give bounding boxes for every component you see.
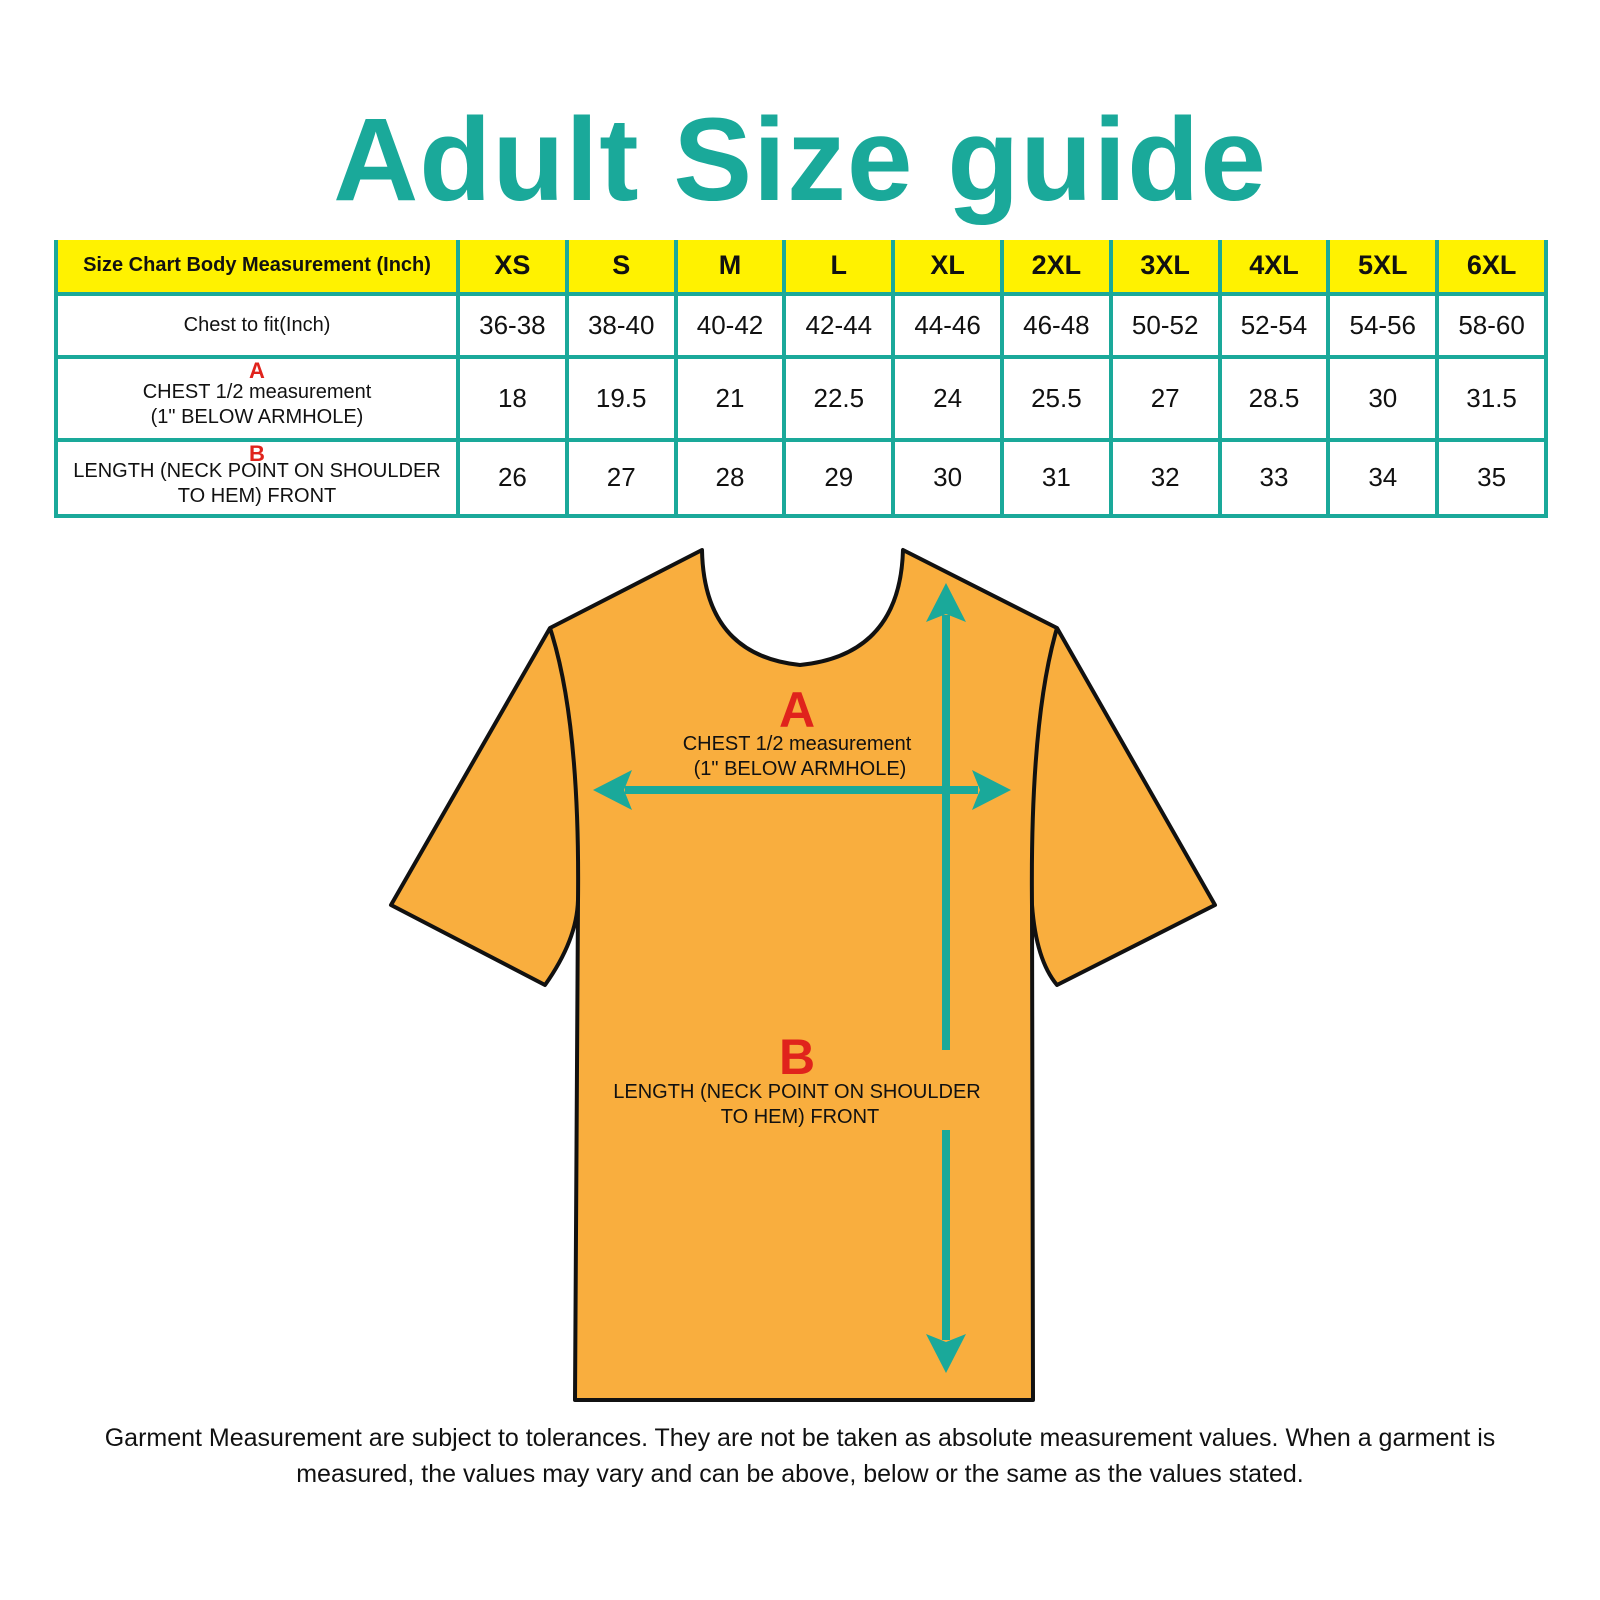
size-header: XS (458, 240, 567, 294)
table-row (56, 357, 1546, 439)
marker-a: A (249, 358, 265, 384)
table-cell: 46-48 (1002, 294, 1111, 358)
table-cell: 22.5 (784, 357, 893, 439)
size-header: M (676, 240, 785, 294)
table-cell: 19.5 (567, 357, 676, 439)
diagram-marker-a: A (778, 682, 816, 738)
table-cell: 31 (1002, 440, 1111, 516)
disclaimer-line: Garment Measurement are subject to tolerances. They are not be taken as absolute measurement values. When a garment is (104, 1424, 1496, 1452)
diagram-label-a-line1: CHEST 1/2 measurement (682, 733, 912, 755)
table-cell: 33 (1220, 440, 1329, 516)
table-cell: 27 (1111, 357, 1220, 439)
table-cell: 52-54 (1220, 294, 1329, 358)
size-header: L (784, 240, 893, 294)
table-cell: 28 (676, 440, 785, 516)
size-chart-table (54, 240, 1548, 518)
row-label-line: Chest to fit(Inch) (183, 313, 331, 336)
table-row (56, 440, 1546, 516)
disclaimer-line: measured, the values may vary and can be above, below or the same as the values stated. (296, 1460, 1304, 1488)
page-title: Adult Size guide (333, 94, 1267, 226)
tshirt-icon (391, 550, 1215, 1400)
diagram-marker-b: B (778, 1029, 816, 1085)
table-header-label: Size Chart Body Measurement (Inch) (56, 240, 458, 294)
table-cell: 38-40 (567, 294, 676, 358)
marker-b: B (249, 440, 265, 466)
row-label (56, 294, 458, 358)
size-header: S (567, 240, 676, 294)
size-header: 6XL (1437, 240, 1546, 294)
table-cell: 26 (458, 440, 567, 516)
table-cell: 58-60 (1437, 294, 1546, 358)
row-label (56, 440, 458, 516)
disclaimer (40, 1420, 1560, 1492)
table-cell: 21 (676, 357, 785, 439)
table-cell: 30 (1328, 357, 1437, 439)
row-label-line: (1" BELOW ARMHOLE) (150, 405, 364, 428)
table-row (56, 294, 1546, 358)
table-cell: 28.5 (1220, 357, 1329, 439)
diagram-label-b-line1: LENGTH (NECK POINT ON SHOULDER (613, 1081, 981, 1103)
table-cell: 54-56 (1328, 294, 1437, 358)
size-header: 2XL (1002, 240, 1111, 294)
table-cell: 29 (784, 440, 893, 516)
table-cell: 40-42 (676, 294, 785, 358)
table-cell: 42-44 (784, 294, 893, 358)
size-header: 4XL (1220, 240, 1329, 294)
row-label-line: LENGTH (NECK POINT ON SHOULDER (73, 459, 441, 482)
table-cell: 18 (458, 357, 567, 439)
table-cell: 34 (1328, 440, 1437, 516)
diagram-label-b-line2: TO HEM) FRONT (720, 1106, 880, 1128)
table-cell: 24 (893, 357, 1002, 439)
table-cell: 44-46 (893, 294, 1002, 358)
table-cell: 25.5 (1002, 357, 1111, 439)
size-header: 5XL (1328, 240, 1437, 294)
tshirt-diagram (0, 520, 1600, 1420)
table-cell: 36-38 (458, 294, 567, 358)
table-cell: 35 (1437, 440, 1546, 516)
row-label (56, 357, 458, 439)
table-cell: 31.5 (1437, 357, 1546, 439)
diagram-label-a-line2: (1" BELOW ARMHOLE) (693, 758, 907, 780)
table-cell: 50-52 (1111, 294, 1220, 358)
table-header-row (56, 240, 1546, 294)
row-label-line: TO HEM) FRONT (177, 484, 337, 507)
size-header: XL (893, 240, 1002, 294)
table-cell: 27 (567, 440, 676, 516)
table-cell: 32 (1111, 440, 1220, 516)
size-header: 3XL (1111, 240, 1220, 294)
table-cell: 30 (893, 440, 1002, 516)
row-label-line: CHEST 1/2 measurement (142, 380, 372, 403)
